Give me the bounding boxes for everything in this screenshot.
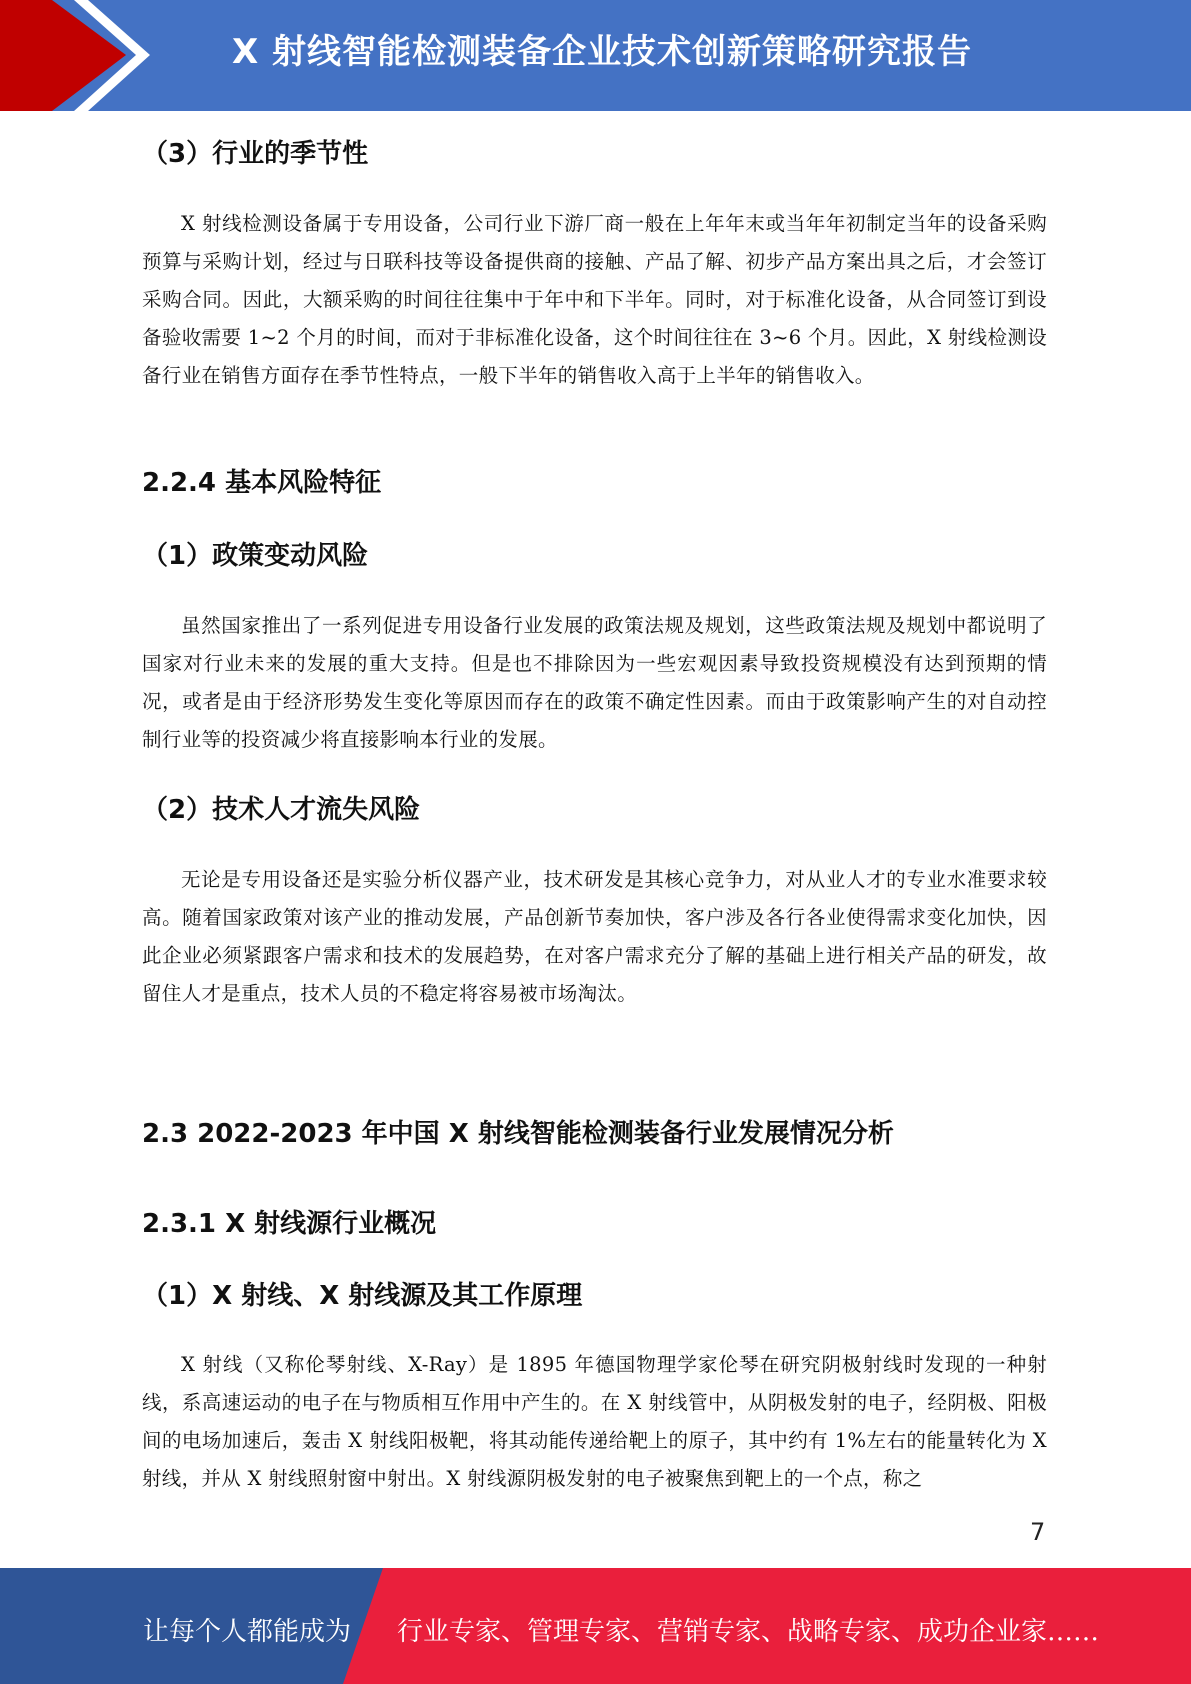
page-footer (0, 1568, 1191, 1684)
section-heading-seasonality: （3）行业的季节性 (142, 139, 369, 169)
paragraph-seasonality: X 射线检测设备属于专用设备，公司行业下游厂商一般在上年年末或当年年初制定当年的设备采购预算与采购计划，经过与日联科技等设备提供商的接触、产品了解、初步产品方案出具之后，才会签订采购合同。因此，大额采购的时间往往集中于年中和下半年。同时，对于标准化设备，从合同签订到设备验收需要 1~2 个月的时间，而对于非标准化设备，这个时间往往在 3~6 个月。因此，X 射线检测设备行业在销售方面存在季节性特点，一般下半年的销售收入高于上半年的销售收入。 (142, 212, 1047, 387)
page-number: 7 (1030, 1518, 1046, 1546)
section-heading-xray-principle: （1）X 射线、X 射线源及其工作原理 (142, 1281, 583, 1311)
paragraph-xray-principle: X 射线（又称伦琴射线、X-Ray）是 1895 年德国物理学家伦琴在研究阴极射线时发现的一种射线，系高速运动的电子在与物质相互作用中产生的。在 X 射线管中，从阴极发射的电子，经阴极、阳极间的电场加速后，轰击 X 射线阳极靶，将其动能传递给靶上的原子，其中约有 1%左右的能量转化为 X 射线，并从 X 射线照射窗中射出。X 射线源阴极发射的电子被聚焦到靶上的一个点，称之 (142, 1353, 1047, 1490)
paragraph-policy-risk: 虽然国家推出了一系列促进专用设备行业发展的政策法规及规划，这些政策法规及规划中都说明了国家对行业未来的发展的重大支持。但是也不排除因为一些宏观因素导致投资规模没有达到预期的情况，或者是由于经济形势发生变化等原因而存在的政策不确定性因素。而由于政策影响产生的对自动控制行业等的投资减少将直接影响本行业的发展。 (142, 614, 1047, 751)
section-heading-industry-development: 2.3 2022-2023 年中国 X 射线智能检测装备行业发展情况分析 (142, 1119, 894, 1149)
section-heading-risk-features: 2.2.4 基本风险特征 (142, 468, 382, 498)
section-heading-xray-source-overview: 2.3.1 X 射线源行业概况 (142, 1209, 437, 1239)
report-title: X 射线智能检测装备企业技术创新策略研究报告 (232, 32, 973, 72)
paragraph-talent-risk: 无论是专用设备还是实验分析仪器产业，技术研发是其核心竞争力，对从业人才的专业水准要求较高。随着国家政策对该产业的推动发展，产品创新节奏加快，客户涉及各行各业使得需求变化加快，因此企业必须紧跟客户需求和技术的发展趋势，在对客户需求充分了解的基础上进行相关产品的研发，故留住人才是重点，技术人员的不稳定将容易被市场淘汰。 (142, 868, 1047, 1005)
page-header (0, 0, 1191, 111)
footer-slogan-left: 让每个人都能成为 (143, 1617, 352, 1647)
section-heading-talent-risk: （2）技术人才流失风险 (142, 795, 421, 825)
footer-slogan-right: 行业专家、管理专家、营销专家、战略专家、成功企业家…… (397, 1617, 1100, 1647)
section-heading-policy-risk: （1）政策变动风险 (142, 541, 369, 571)
